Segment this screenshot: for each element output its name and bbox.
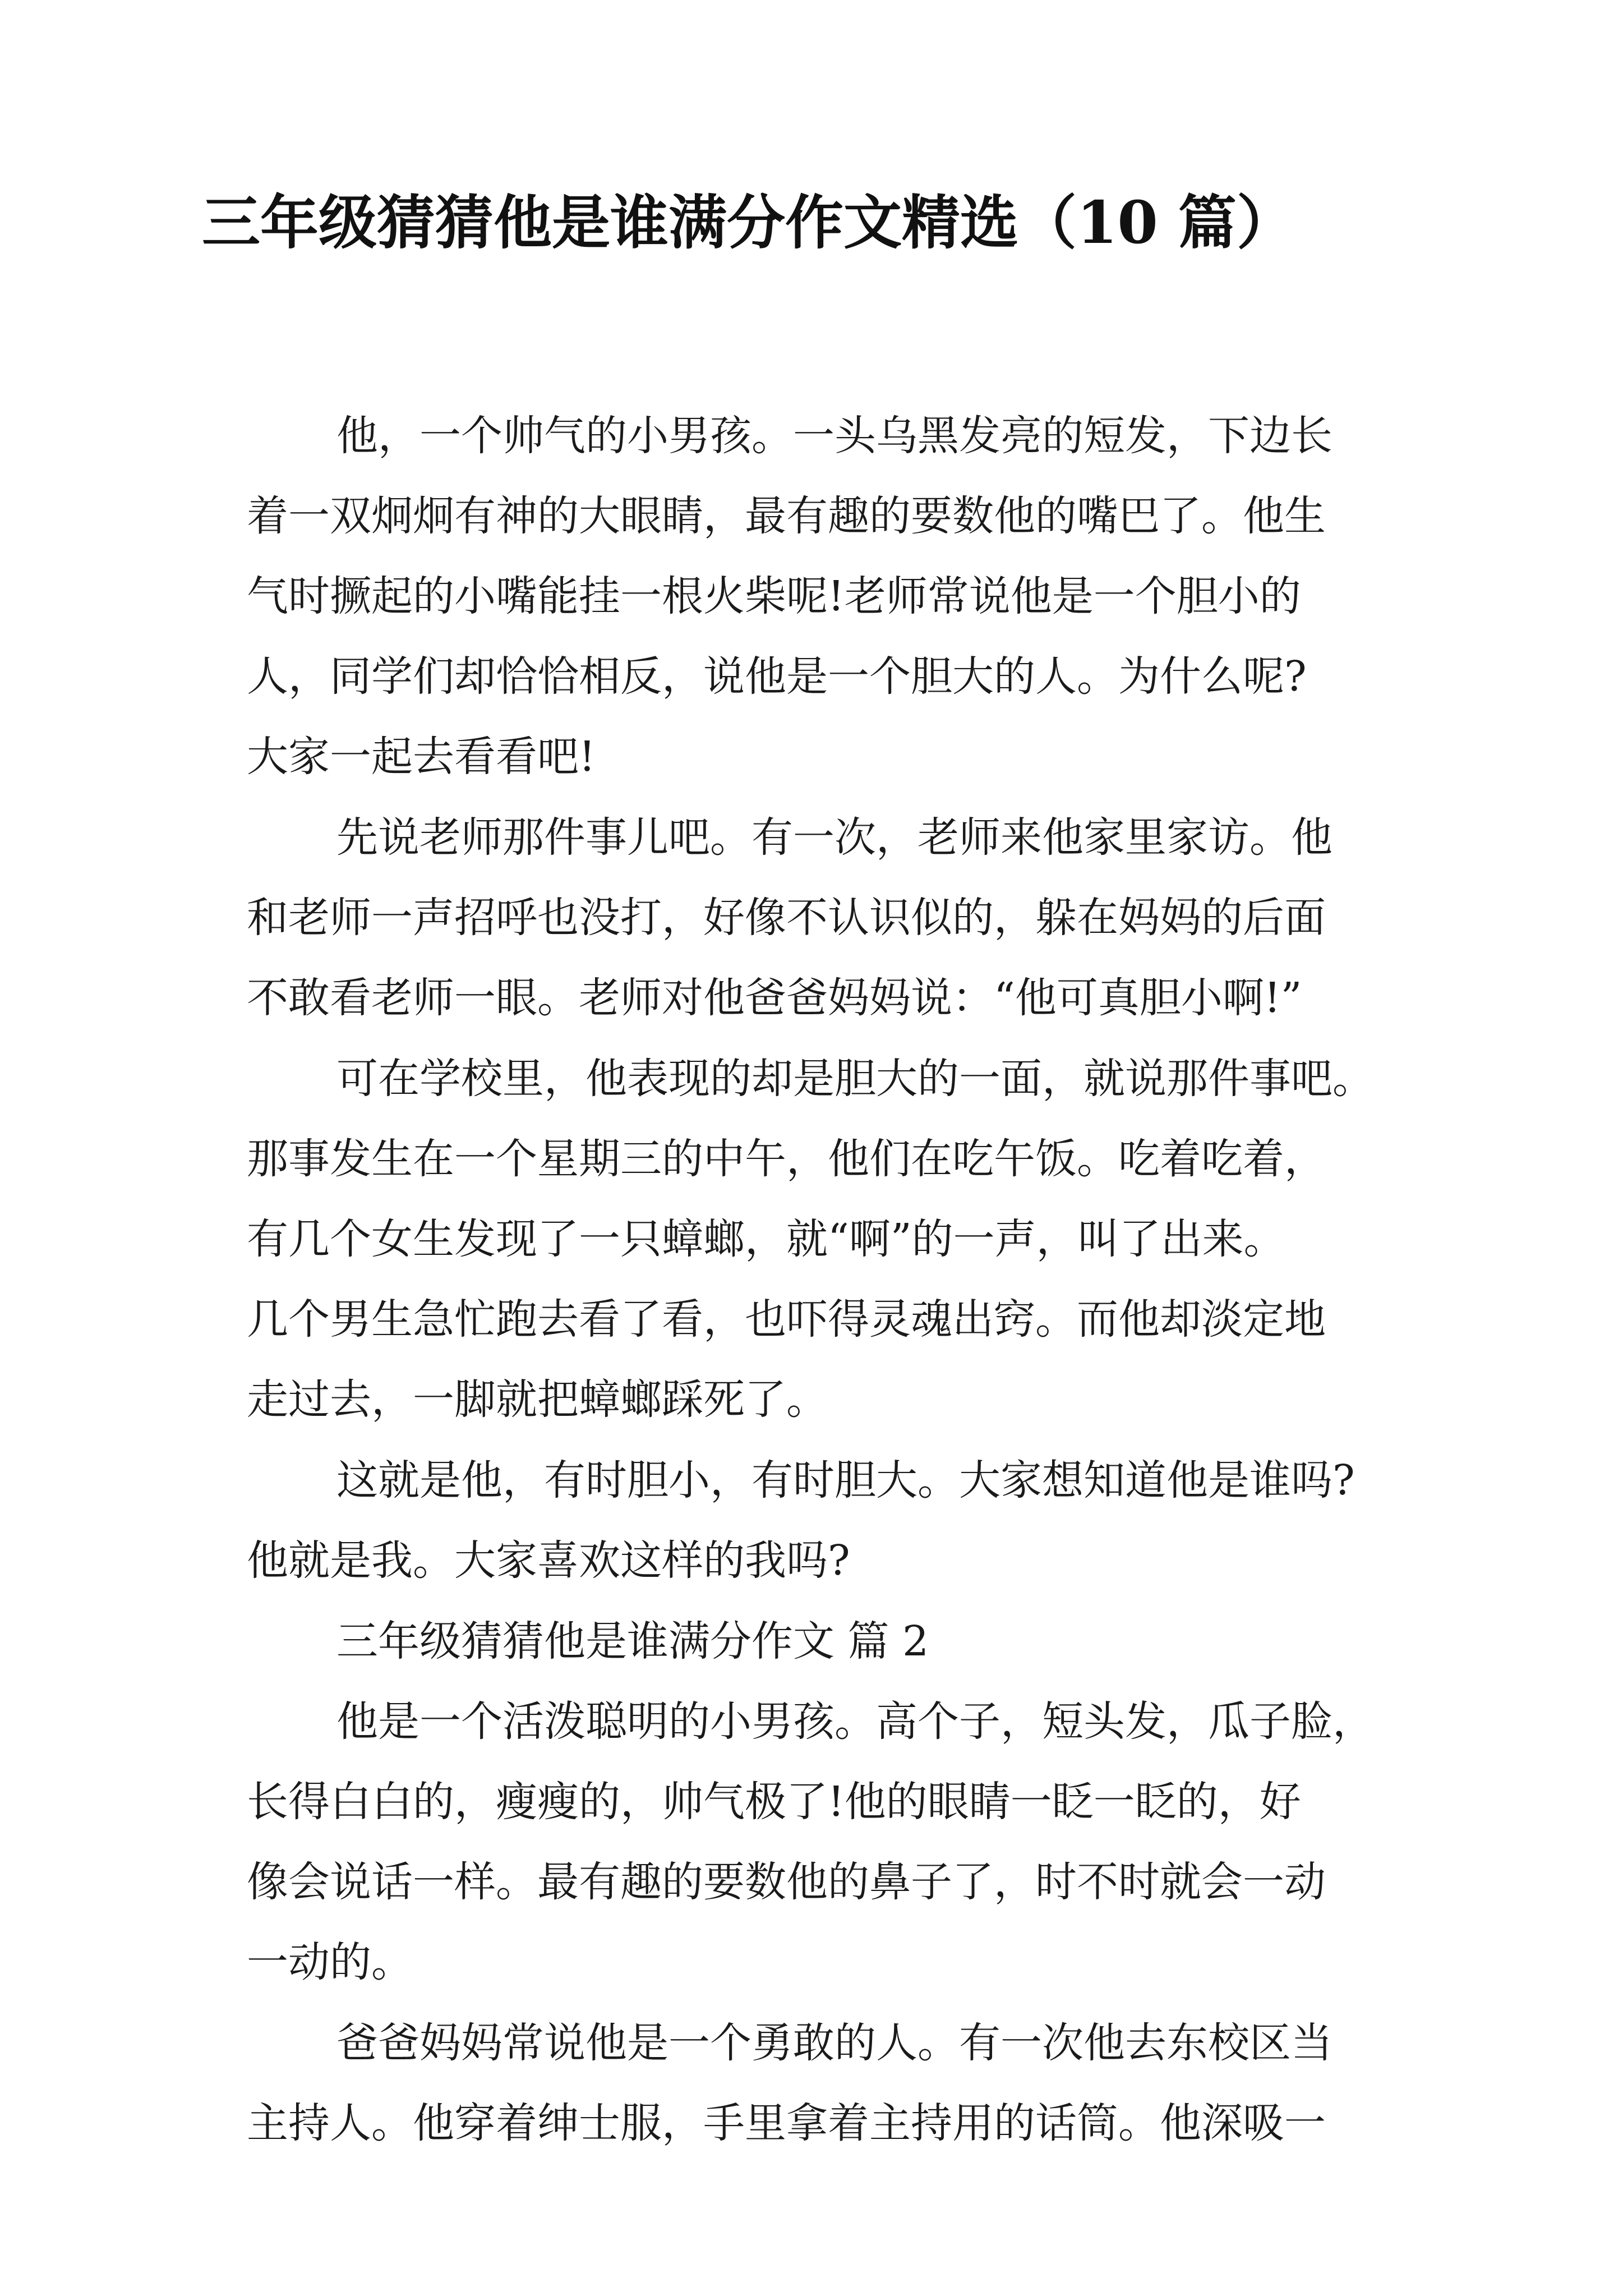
body-text-line: 爸爸妈妈常说他是一个勇敢的人。有一次他去东校区当 [336,2019,1332,2067]
body-text-line: 一动的。 [247,1938,413,1986]
document-title: 三年级猜猜他是谁满分作文精选（10 篇） [202,188,1295,257]
body-text-line: 他就是我。大家喜欢这样的我吗? [247,1536,850,1585]
body-text-line: 走过去，一脚就把蟑螂踩死了。 [247,1375,828,1424]
body-text-line: 长得白白的，瘦瘦的，帅气极了!他的眼睛一眨一眨的，好 [247,1778,1301,1826]
body-text-line: 先说老师那件事儿吧。有一次，老师来他家里家访。他 [336,813,1332,862]
body-text-line: 可在学校里，他表现的却是胆大的一面，就说那件事吧。 [336,1055,1374,1103]
body-text-line: 这就是他，有时胆小，有时胆大。大家想知道他是谁吗? [336,1456,1355,1504]
body-text-line: 大家一起去看看吧! [247,733,596,781]
body-text-line: 气时撅起的小嘴能挂一根火柴呢!老师常说他是一个胆小的 [247,572,1301,620]
body-text-line: 和老师一声招呼也没打，好像不认识似的，躲在妈妈的后面 [247,894,1326,942]
body-text-line: 着一双炯炯有神的大眼睛，最有趣的要数他的嘴巴了。他生 [247,492,1326,540]
body-text-line: 几个男生急忙跑去看了看，也吓得灵魂出窍。而他却淡定地 [247,1295,1326,1343]
body-text-line: 像会说话一样。最有趣的要数他的鼻子了，时不时就会一动 [247,1858,1326,1906]
body-text-line: 三年级猜猜他是谁满分作文 篇 2 [336,1617,929,1665]
body-text-line: 不敢看老师一眼。老师对他爸爸妈妈说：“他可真胆小啊!” [247,974,1302,1022]
body-text-line: 他，一个帅气的小男孩。一头乌黑发亮的短发，下边长 [336,412,1332,460]
body-text-line: 人，同学们却恰恰相反，说他是一个胆大的人。为什么呢? [247,652,1307,701]
body-text-line: 主持人。他穿着绅士服，手里拿着主持用的话筒。他深吸一 [247,2099,1326,2147]
body-text-line: 有几个女生发现了一只蟑螂，就“啊”的一声，叫了出来。 [247,1215,1285,1263]
body-text-line: 那事发生在一个星期三的中午，他们在吃午饭。吃着吃着， [247,1135,1326,1183]
body-text-line: 他是一个活泼聪明的小男孩。高个子，短头发，瓜子脸， [336,1697,1374,1746]
